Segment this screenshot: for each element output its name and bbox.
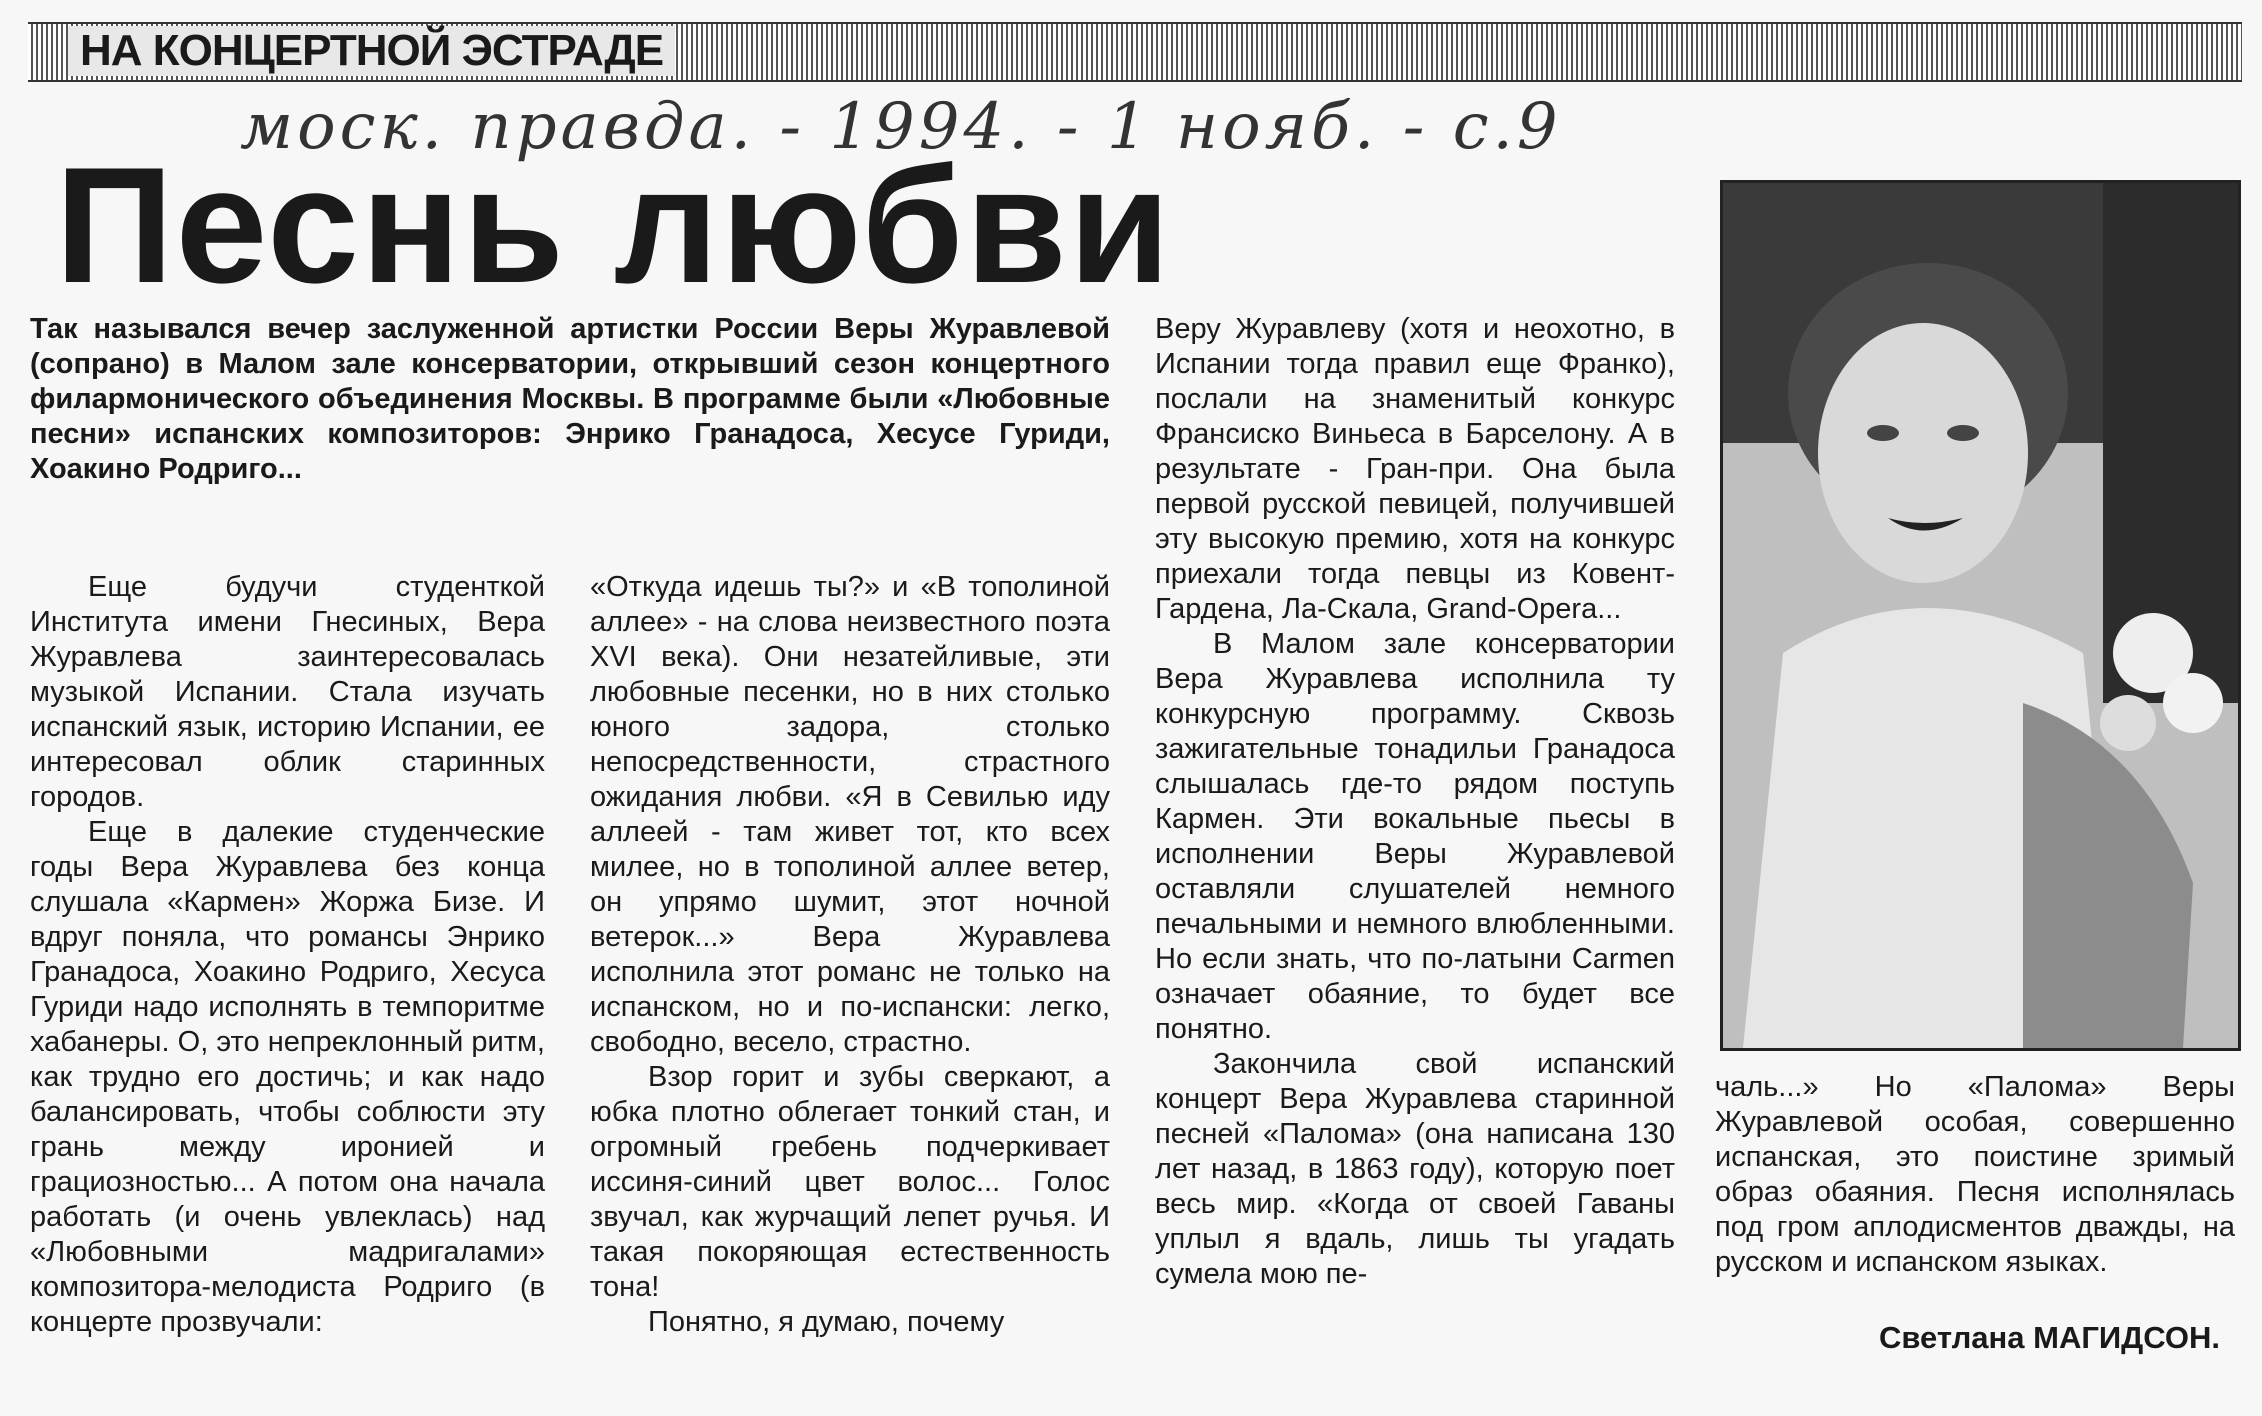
headline: Песнь любви bbox=[55, 133, 1173, 317]
paragraph: Взор горит и зубы сверкают, а юбка плотно облегает тонкий стан, и огромный гребень подчеркивает иссиня-синий цвет волос... Голос звучал, как журчащий лепет ручья. И такая покоряющая естественность тона! bbox=[590, 1061, 1110, 1303]
paragraph: «Откуда идешь ты?» и «В тополиной аллее» - на слова неизвестного поэта XVI века). Они незатейливые, эти любовные песенки, но в них столько юного задора, столько непосредственности, страстного ожидания любви. «Я в Севилью иду аллеей - там живет тот, кто всех милее, но в тополиной аллее ветер, он упрямо шумит, этот ночной ветерок...» Вера Журавлева исполнила этот романс не только на испанском, но и по-испански: легко, свободно, весело, страстно. bbox=[590, 571, 1110, 1058]
paragraph: Понятно, я думаю, почему bbox=[648, 1306, 1005, 1338]
paragraph: В Малом зале консерватории Вера Журавлева исполнила ту конкурсную программу. Сквозь зажигательные тонадильи Гранадоса слышалась где-то рядом поступь Кармен. Эти вокальные пьесы в исполнении Веры Журавлевой оставляли слушателей немного печальными и немного влюбленными. Но если знать, что по-латыни Carmen означает обаяние, то будет все понятно. bbox=[1155, 628, 1675, 1045]
paragraph: Веру Журавлеву (хотя и неохотно, в Испании тогда правил еще Франко), послали на знаменитый конкурс Франсиско Виньеса в Барселону. А в результате - Гран-при. Она была первой русской певицей, получившей эту высокую премию, хотя на конкурс приехали тогда певцы из Ковент-Гардена, Ла-Скала, Grand-Opera... bbox=[1155, 313, 1675, 625]
article-column-1 bbox=[30, 570, 545, 1340]
article-column-2 bbox=[590, 570, 1110, 1340]
portrait-illustration bbox=[1723, 183, 2238, 1048]
rubric-label: НА КОНЦЕРТНОЙ ЭСТРАДЕ bbox=[68, 26, 675, 76]
paragraph: Закончила свой испанский концерт Вера Журавлева старинной песней «Палома» (она написана 130 лет назад, в 1863 году), которую поет весь мир. «Когда от своей Гаваны уплыл я вдаль, лишь ты угадать сумела мою пе- bbox=[1155, 1048, 1675, 1290]
rubric-bar bbox=[28, 22, 2242, 82]
lead-paragraph: Так назывался вечер заслуженной артистки России Веры Журавлевой (сопрано) в Малом зале консерватории, открывший сезон концертного филармонического объединения Москвы. В программе были «Любовные песни» испанских композиторов: Энрико Гранадоса, Хесусе Гуриди, Хоакино Родриго... bbox=[30, 313, 1110, 485]
portrait-photo bbox=[1720, 180, 2241, 1051]
author-signature: Светлана МАГИДСОН. bbox=[1878, 1320, 2220, 1355]
paragraph: Еще будучи студенткой Института имени Гнесиных, Вера Журавлева заинтересовалась музыкой Испании. Стала изучать испанский язык, историю Испании, ее интересовал облик старинных городов. bbox=[30, 571, 545, 813]
paragraph: Еще в далекие студенческие годы Вера Журавлева без конца слушала «Кармен» Жоржа Бизе. И вдруг поняла, что романсы Энрико Гранадоса, Хоакино Родриго, Хесуса Гуриди надо исполнять в темпоритме хабанеры. О, это непреклонный ритм, как трудно его достичь; и как надо балансировать, чтобы соблюсти эту грань между иронией и грациозностью... А потом она начала работать (и очень увлеклась) над «Любовными мадригалами» композитора-мелодиста Родриго (в концерте прозвучали: bbox=[30, 816, 545, 1338]
article-column-3 bbox=[1155, 312, 1675, 1292]
paragraph: чаль...» Но «Палома» Веры Журавлевой особая, совершенно испанская, это поистине зримый образ обаяния. Песня исполнялась под гром аплодисментов дважды, на русском и испанском языках. bbox=[1715, 1071, 2235, 1278]
handwritten-source-note: моск. правда. - 1994. - 1 нояб. - с.9 bbox=[240, 90, 1562, 164]
article-column-4 bbox=[1715, 1070, 2235, 1280]
